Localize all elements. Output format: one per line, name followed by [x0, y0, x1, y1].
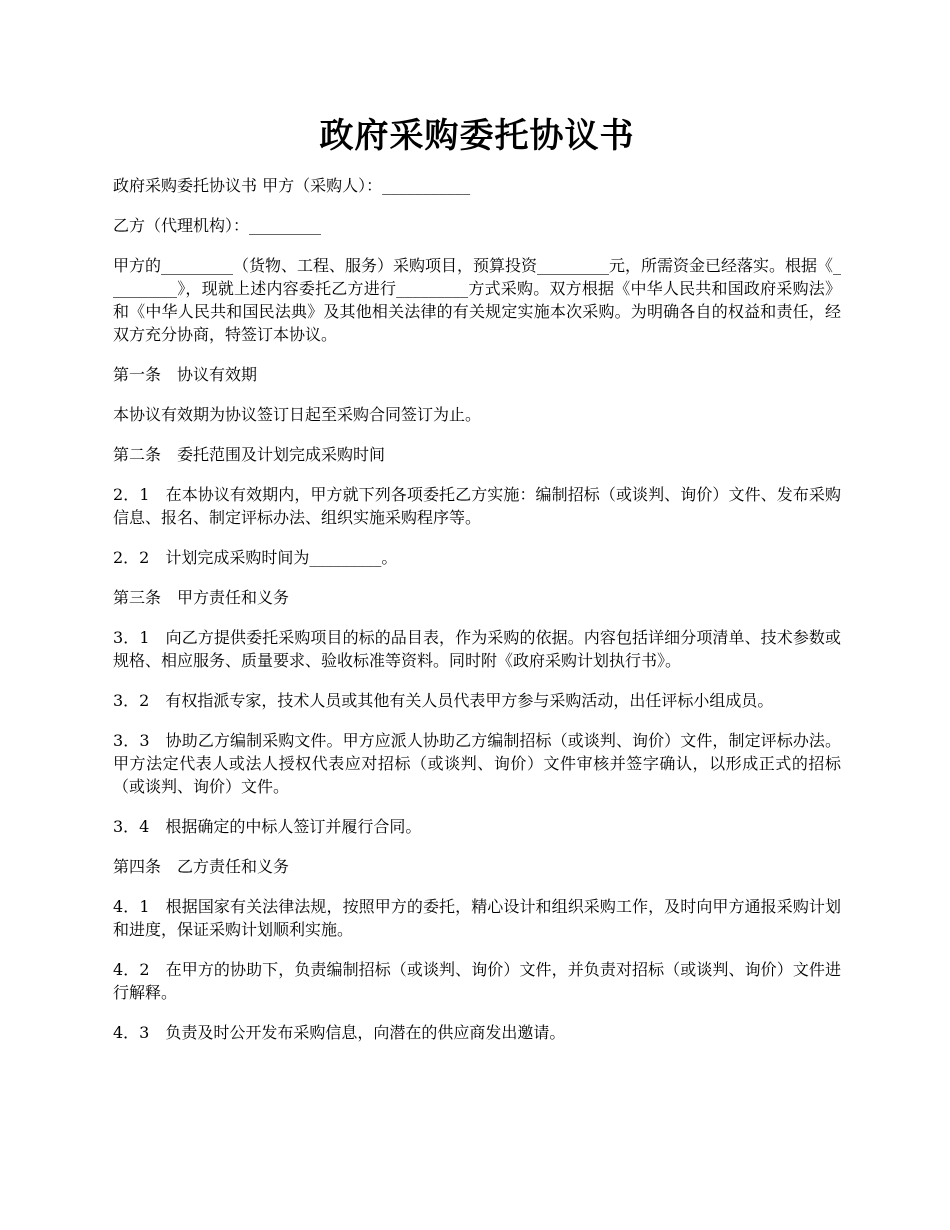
- article-2-heading: 第二条 委托范围及计划完成采购时间: [113, 445, 386, 464]
- document-page: [113, 110, 841, 1061]
- clause-2-1: 2．1 在本协议有效期内，甲方就下列各项委托乙方实施：编制招标（或谈判、询价）文件、发布采购信息、报名、制定评标办法、组织实施采购程序等。: [113, 485, 841, 527]
- article-4-heading: 第四条 乙方责任和义务: [113, 857, 290, 876]
- clause-4-2: 4．2 在甲方的协助下，负责编制招标（或谈判、询价）文件，并负责对招标（或谈判、询价）文件进行解释。: [113, 960, 841, 1002]
- intro-party-a: 政府采购委托协议书 甲方（采购人）：___________: [113, 176, 471, 195]
- document-title: 政府采购委托协议书: [319, 116, 635, 156]
- clause-3-4: 3．4 根据确定的中标人签订并履行合同。: [113, 817, 422, 836]
- intro-party-b: 乙方（代理机构）：_________: [113, 216, 322, 235]
- clause-4-3: 4．3 负责及时公开发布采购信息，向潜在的供应商发出邀请。: [113, 1023, 566, 1042]
- article-1-body: 本协议有效期为协议签订日起至采购合同签订为止。: [113, 405, 482, 424]
- clause-3-2: 3．2 有权指派专家，技术人员或其他有关人员代表甲方参与采购活动，出任评标小组成员。: [113, 691, 774, 710]
- clause-4-1: 4．1 根据国家有关法律法规，按照甲方的委托，精心设计和组织采购工作，及时向甲方通报采购计划和进度，保证采购计划顺利实施。: [113, 897, 841, 939]
- clause-2-2: 2．2 计划完成采购时间为_________。: [113, 548, 398, 567]
- clause-3-3: 3．3 协助乙方编制采购文件。甲方应派人协助乙方编制招标（或谈判、询价）文件，制定评标办法。甲方法定代表人或法人授权代表应对招标（或谈判、询价）文件审核并签字确认，以形成正式的招标（或谈判、询价）文件。: [113, 731, 841, 796]
- preamble-paragraph: 甲方的_________（货物、工程、服务）采购项目，预算投资_________元，所需资金已经落实。根据《_________》，现就上述内容委托乙方进行_________方式采购。双方根据《中华人民共和国政府采购法》和《中华人民共和国民法典》及其他相关法律的有关规定实施本次采购。为明确各自的权益和责任，经双方充分协商，特签订本协议。: [113, 256, 842, 344]
- article-3-heading: 第三条 甲方责任和义务: [113, 588, 290, 607]
- clause-3-1: 3．1 向乙方提供委托采购项目的标的品目表，作为采购的依据。内容包括详细分项清单、技术参数或规格、相应服务、质量要求、验收标准等资料。同时附《政府采购计划执行书》。: [113, 628, 841, 670]
- article-1-heading: 第一条 协议有效期: [113, 365, 258, 384]
